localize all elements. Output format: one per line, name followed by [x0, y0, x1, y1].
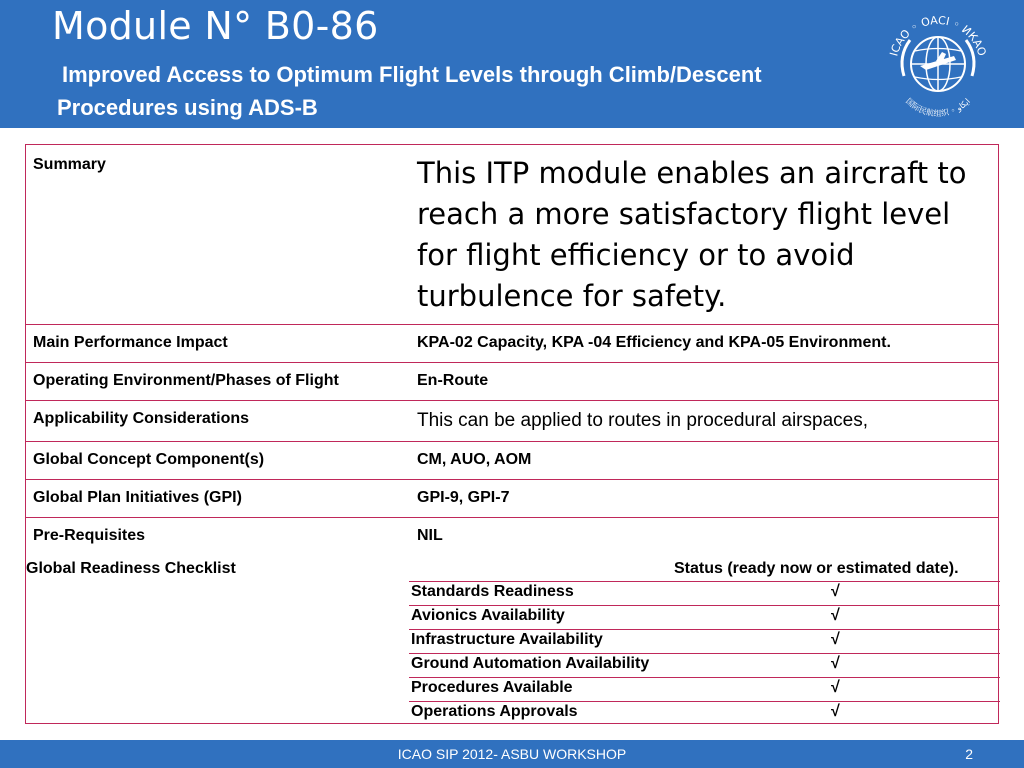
row-value: NIL	[417, 527, 443, 544]
checklist-item: Infrastructure Availability	[411, 631, 603, 648]
checklist-item: Avionics Availability	[411, 607, 565, 624]
row-value: GPI-9, GPI-7	[417, 489, 510, 506]
check-mark-icon: √	[831, 703, 840, 720]
page-title: Module N° B0-86	[52, 4, 379, 48]
row-value: This can be applied to routes in procedural airspaces,	[417, 410, 868, 431]
svg-text:国际民航组织 ◦ ايكاو: 国际民航组织 ◦ ايكاو	[904, 96, 972, 119]
status-header: Status (ready now or estimated date).	[674, 560, 959, 577]
checklist-item: Ground Automation Availability	[411, 655, 650, 672]
footer-text: ICAO SIP 2012- ASBU WORKSHOP	[397, 746, 627, 762]
row-label: Pre-Requisites	[33, 527, 146, 544]
header-bar	[0, 0, 1024, 128]
checklist-row	[409, 701, 1000, 725]
check-mark-icon: √	[831, 631, 840, 648]
table-row	[26, 480, 998, 518]
subtitle-line-1: Improved Access to Optimum Flight Levels through Climb/Descent	[62, 62, 762, 87]
row-label: Operating Environment/Phases of Flight	[33, 372, 339, 389]
checklist-row	[409, 677, 1000, 701]
subtitle-line-2: Procedures using ADS-B	[57, 95, 318, 120]
check-mark-icon: √	[831, 679, 840, 696]
table-row	[26, 518, 998, 556]
checklist-row	[409, 653, 1000, 677]
summary-value: This ITP module enables an aircraft to reach a more satisfactory flight level for flight efficiency or to avoid turbulence for safety.	[417, 156, 967, 313]
row-label: Global Plan Initiatives (GPI)	[33, 489, 242, 506]
checklist-item: Procedures Available	[411, 679, 573, 696]
checklist-label: Global Readiness Checklist	[26, 560, 236, 577]
module-table	[25, 144, 999, 724]
table-row	[26, 363, 998, 401]
footer-bar	[0, 740, 1024, 768]
row-label: Main Performance Impact	[33, 334, 228, 351]
checklist-row	[409, 629, 1000, 653]
summary-row	[26, 145, 998, 325]
table-row	[26, 401, 998, 442]
table-row	[26, 442, 998, 480]
row-value: KPA-02 Capacity, KPA -04 Efficiency and KPA-05 Environment.	[417, 334, 891, 351]
page-subtitle	[57, 58, 887, 124]
page-number: 2	[965, 746, 973, 762]
check-mark-icon: √	[831, 583, 840, 600]
svg-text:ICAO ◦ OACI ◦ ИКАО: ICAO ◦ OACI ◦ ИКАО	[887, 13, 989, 58]
checklist-row	[409, 581, 1000, 605]
checklist-item: Operations Approvals	[411, 703, 578, 720]
row-value: CM, AUO, AOM	[417, 451, 532, 468]
table-row	[26, 325, 998, 363]
check-mark-icon: √	[831, 607, 840, 624]
summary-label: Summary	[33, 156, 106, 173]
icao-logo	[880, 6, 996, 122]
row-label: Applicability Considerations	[33, 410, 250, 427]
row-label: Global Concept Component(s)	[33, 451, 265, 468]
check-mark-icon: √	[831, 655, 840, 672]
checklist-row	[409, 605, 1000, 629]
row-value: En-Route	[417, 372, 489, 389]
checklist-item: Standards Readiness	[411, 583, 574, 600]
